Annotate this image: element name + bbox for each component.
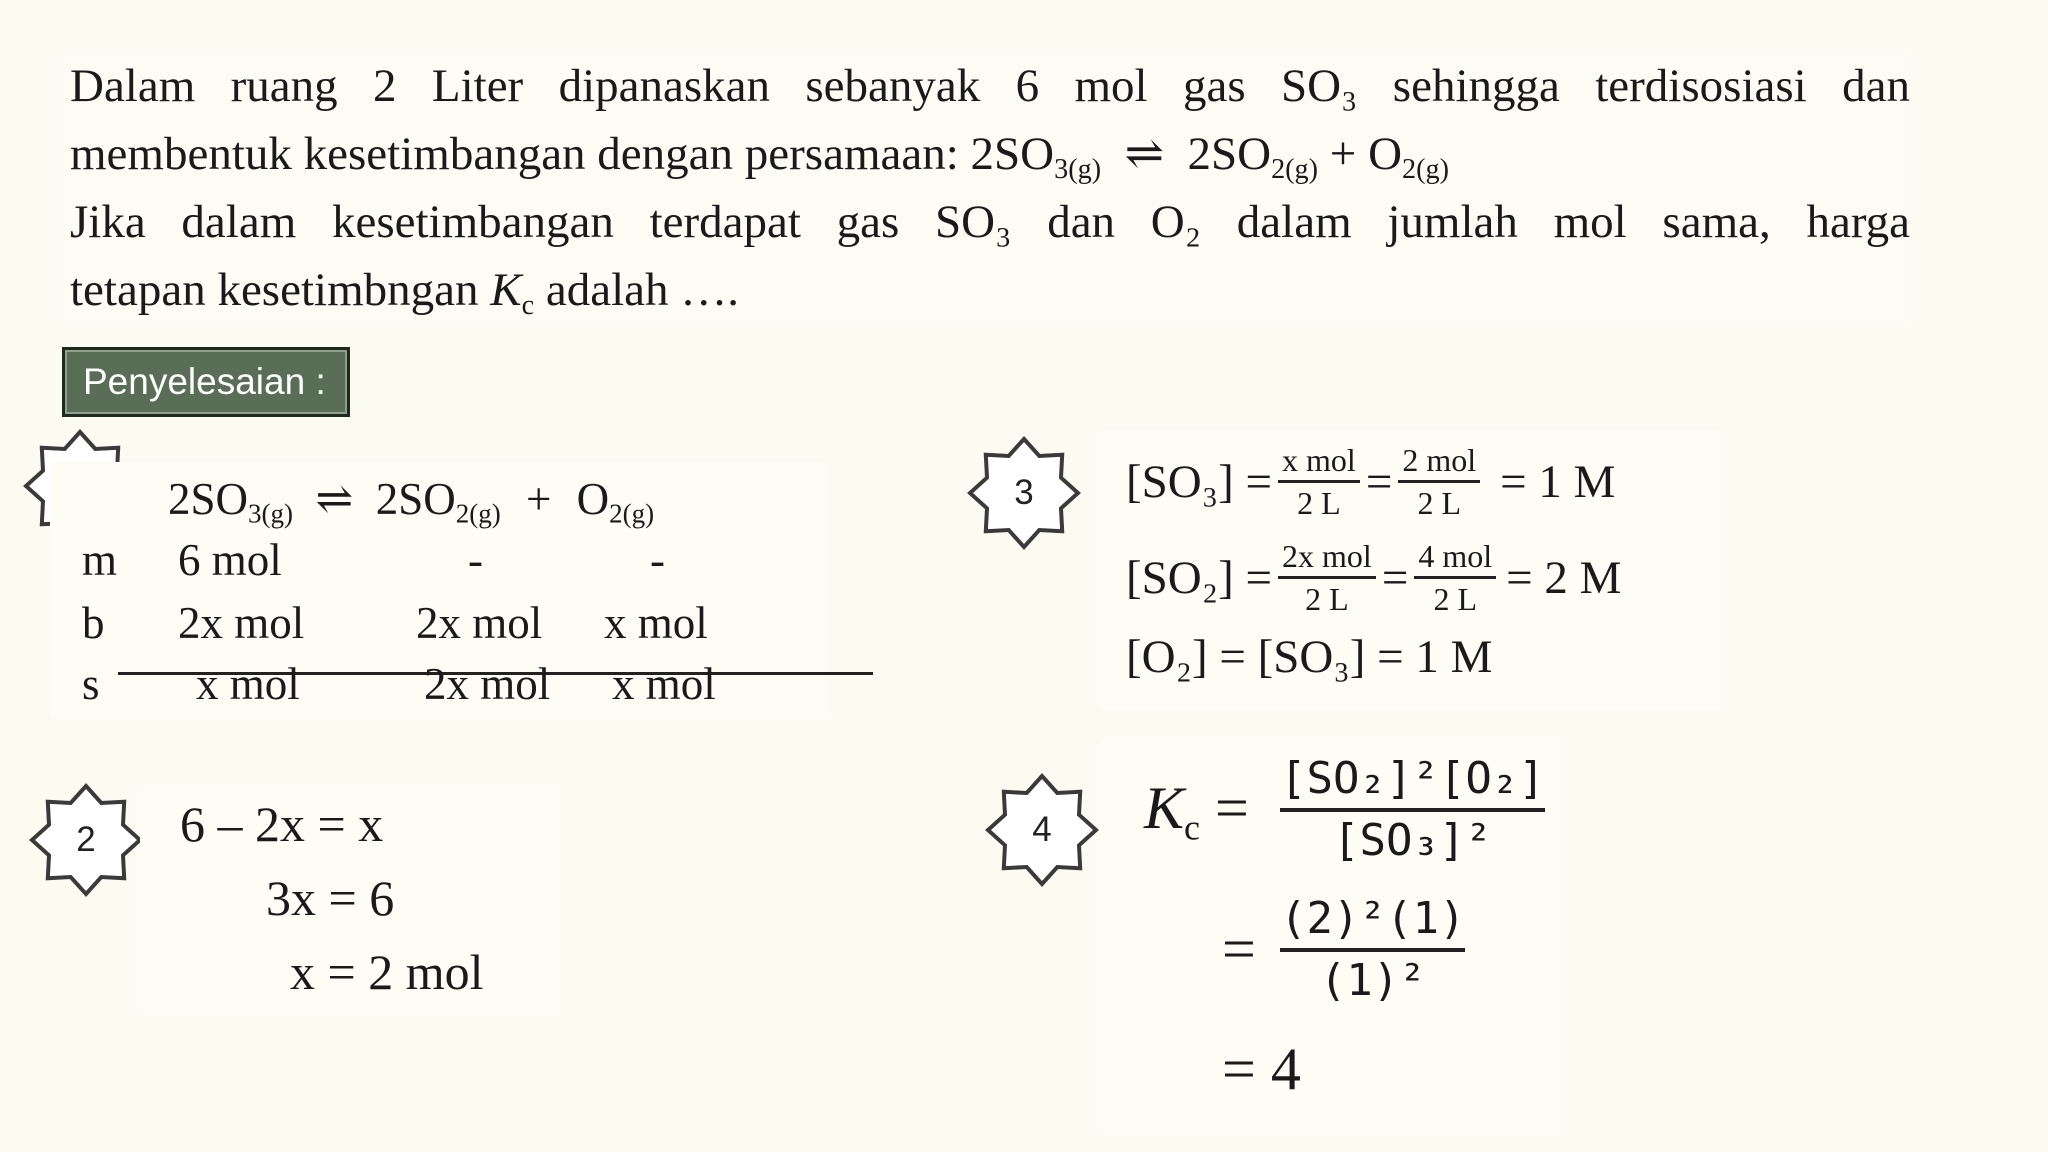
problem-line-3-word: Jika <box>70 196 146 248</box>
problem-line-3-word: dalam <box>1236 196 1352 248</box>
problem-line-1-word: gas <box>1182 60 1246 112</box>
step-3-number: 3 <box>1014 473 1034 512</box>
kc-substituted-fraction: (2)²(1) (1)² <box>1280 893 1466 1006</box>
step-3-concentrations <box>1100 430 1720 710</box>
ice-row-s-label: s <box>82 659 100 709</box>
so2-fraction-1: $\frac{\text{2x mol}}{2 L}$ <box>1278 536 1376 619</box>
problem-line-3-word: gas <box>836 196 900 248</box>
ice-reaction: 2SO3(g) ⇌ 2SO2(g) + O2(g) <box>168 474 655 529</box>
so2-concentration: [SO₂] = $\frac{\text{2x mol}}{2 L}$ = $\frac{\text{4 mol}}{2 L}$ = 2 M <box>1126 538 1622 617</box>
ice-row-s-so2: 2x mol <box>424 659 551 709</box>
equilibrium-arrow: ⇌ <box>1124 128 1164 180</box>
problem-line-3-word: terdapat <box>649 196 801 248</box>
ice-row-m-label: m <box>82 535 118 585</box>
problem-statement <box>58 52 1908 324</box>
ice-row-s-o2: x mol <box>612 659 716 709</box>
step-2-line-3: x = 2 mol <box>290 944 484 1000</box>
o2-concentration: [O₂] = [SO₃] = 1 M <box>1126 631 1493 683</box>
problem-line-1 <box>58 52 1910 120</box>
step-2-number: 2 <box>76 820 96 859</box>
kc-substitute-equals: = <box>1222 916 1256 982</box>
step-2-star-icon <box>28 782 144 898</box>
ice-row-b-so2: 2x mol <box>416 598 543 648</box>
step-2-line-1: 6 – 2x = x <box>180 796 384 852</box>
problem-line-1-word: dan <box>1842 60 1910 112</box>
step-4-star-icon <box>984 772 1100 888</box>
problem-line-1-word: mol <box>1074 60 1148 112</box>
kc-symbol: K <box>490 264 522 316</box>
ice-row-b-so3: 2x mol <box>178 598 305 648</box>
kc-expression-fraction: [SO₂]²[O₂] [SO₃]² <box>1280 753 1545 866</box>
ice-row-m-so3: 6 mol <box>178 535 282 585</box>
problem-reaction: 2SO3(g) ⇌ 2SO2(g) + O2(g) <box>970 128 1449 186</box>
problem-line-1-word: 2 <box>373 60 397 112</box>
problem-line-3-word: harga <box>1806 196 1910 248</box>
problem-line-3-word: sama, <box>1662 196 1771 248</box>
ice-row-m-so2: - <box>468 535 483 585</box>
ice-row-m-o2: - <box>650 535 665 585</box>
step-2-solve-x <box>140 785 560 1015</box>
problem-line-1-word: dipanaskan <box>558 60 771 112</box>
step-4-kc-calculation <box>1100 740 1560 1135</box>
so3-concentration: [SO₃] = $\frac{\text{x mol}}{2 L}$ = $\frac{\text{2 mol}}{2 L}$ = 1 M <box>1126 442 1616 521</box>
problem-line-1-word: sehingga <box>1392 60 1560 112</box>
so3-fraction-2: $\frac{\text{2 mol}}{2 L}$ <box>1398 440 1480 523</box>
problem-line-1-word: ruang <box>230 60 338 112</box>
problem-line-1-word: Liter <box>431 60 524 112</box>
problem-line-1-word: sebanyak <box>805 60 981 112</box>
problem-line-3-word: mol <box>1553 196 1627 248</box>
step-1-ice-table <box>50 462 825 717</box>
so3-fraction-1: $\frac{\text{x mol}}{2 L}$ <box>1278 440 1360 523</box>
kc-label: Kc = <box>1144 775 1249 848</box>
problem-line-3-word: dalam <box>181 196 297 248</box>
problem-line-2-text: membentuk kesetimbangan dengan persamaan: <box>70 128 959 180</box>
problem-line-1-word: 6 <box>1015 60 1040 112</box>
so2-fraction-2: $\frac{\text{4 mol}}{2 L}$ <box>1414 536 1496 619</box>
problem-line-3-word: kesetimbangan <box>331 196 614 248</box>
ice-row-s-so3: x mol <box>196 659 300 709</box>
problem-line-2 <box>58 120 1908 188</box>
solution-label: Penyelesaian : <box>62 347 350 417</box>
problem-line-1-word: terdisosiasi <box>1595 60 1807 112</box>
step-3-star-icon <box>966 435 1082 551</box>
problem-line-4: tetapan kesetimbngan Kc adalah …. <box>70 264 740 322</box>
ice-row-b-label: b <box>82 598 105 648</box>
kc-result: = 4 <box>1222 1036 1301 1102</box>
step-4-number: 4 <box>1032 810 1052 849</box>
problem-line-3-word: SO₃ <box>935 196 1012 248</box>
problem-line-1-word: SO₃ <box>1280 60 1358 112</box>
problem-line-3-word: dan <box>1047 196 1116 248</box>
problem-line-3 <box>58 188 1910 256</box>
step-2-line-2: 3x = 6 <box>266 870 395 926</box>
problem-line-1-word: Dalam <box>70 60 196 112</box>
ice-row-b-o2: x mol <box>604 598 708 648</box>
problem-line-3-word: O₂ <box>1150 196 1202 248</box>
problem-line-3-word: jumlah <box>1387 196 1518 248</box>
